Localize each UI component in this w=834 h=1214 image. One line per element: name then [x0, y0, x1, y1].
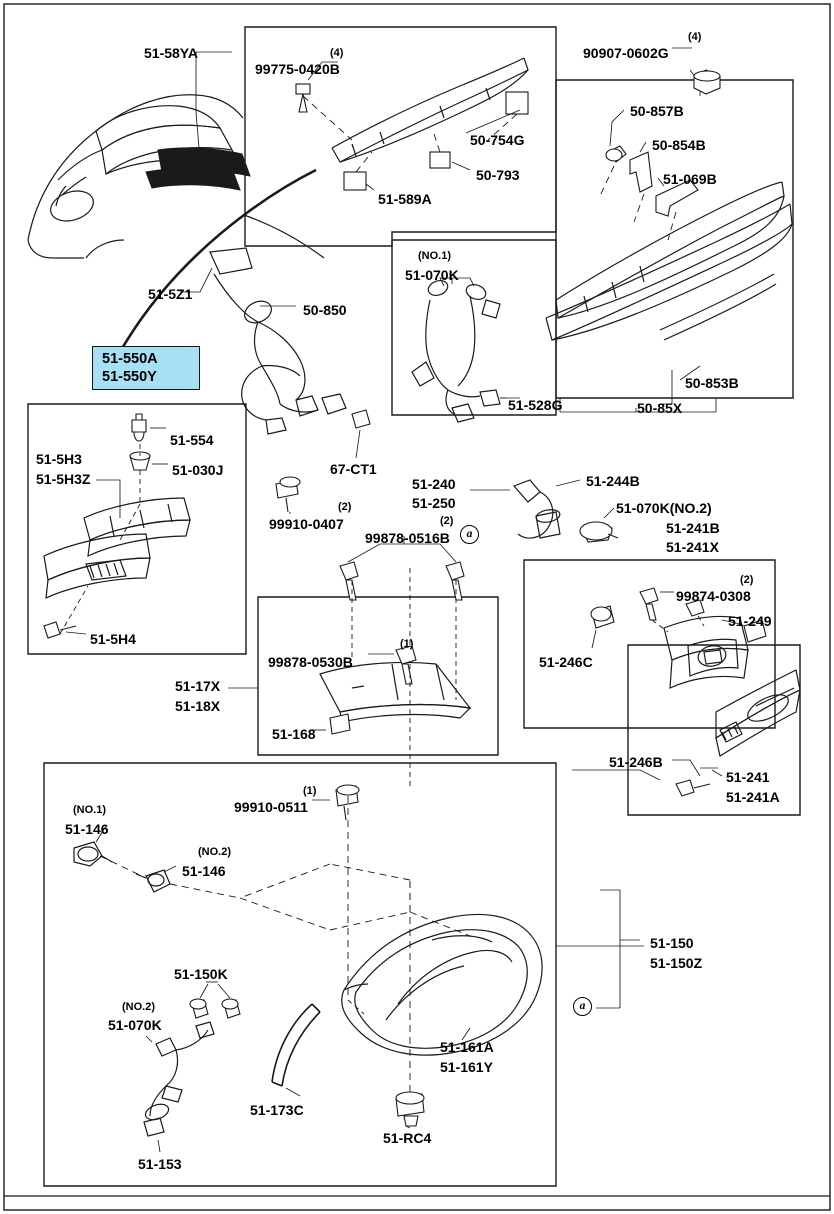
part-label-99878-0530b[interactable]: 99878-0530B	[268, 654, 353, 670]
callout-marker-a: a	[460, 525, 479, 544]
part-label-51-070k-no-2[interactable]: 51-070K(NO.2)	[616, 500, 712, 516]
part-label-99910-0511[interactable]: 99910-0511	[234, 799, 308, 815]
part-label-51-030j[interactable]: 51-030J	[172, 462, 224, 478]
part-label-50-853b[interactable]: 50-853B	[685, 375, 739, 391]
part-label-51-161y[interactable]: 51-161Y	[440, 1059, 493, 1075]
part-label-no-1[interactable]: (NO.1)	[418, 250, 451, 262]
part-label-50-850[interactable]: 50-850	[303, 302, 347, 318]
part-label-51-249[interactable]: 51-249	[728, 613, 772, 629]
part-label-51-250[interactable]: 51-250	[412, 495, 456, 511]
part-label-51-168[interactable]: 51-168	[272, 726, 316, 742]
part-label-51-5z1[interactable]: 51-5Z1	[148, 286, 193, 302]
part-label-90907-0602g[interactable]: 90907-0602G	[583, 45, 669, 61]
part-label-51-069b[interactable]: 51-069B	[663, 171, 717, 187]
part-label-51-241b[interactable]: 51-241B	[666, 520, 720, 536]
part-label-1[interactable]: (1)	[303, 785, 317, 797]
part-label-51-241a[interactable]: 51-241A	[726, 789, 780, 805]
part-label-50-793[interactable]: 50-793	[476, 167, 520, 183]
part-label-51-070k[interactable]: 51-070K	[405, 267, 459, 283]
part-label-2[interactable]: (2)	[338, 501, 352, 513]
part-label-67-ct1[interactable]: 67-CT1	[330, 461, 377, 477]
part-label-51-150z[interactable]: 51-150Z	[650, 955, 703, 971]
part-label-4[interactable]: (4)	[330, 47, 344, 59]
part-label-51-153[interactable]: 51-153	[138, 1156, 182, 1172]
part-label-51-rc4[interactable]: 51-RC4	[383, 1130, 432, 1146]
part-label-51-241[interactable]: 51-241	[726, 769, 770, 785]
part-label-51-240[interactable]: 51-240	[412, 476, 456, 492]
part-label-51-554[interactable]: 51-554	[170, 432, 214, 448]
part-label-51-246b[interactable]: 51-246B	[609, 754, 663, 770]
part-label-2[interactable]: (2)	[740, 574, 754, 586]
part-label-51-5h3[interactable]: 51-5H3	[36, 451, 82, 467]
part-label-51-150[interactable]: 51-150	[650, 935, 694, 951]
part-label-51-528g[interactable]: 51-528G	[508, 397, 563, 413]
highlighted-part-51-550A[interactable]	[92, 346, 200, 390]
part-label-51-161a[interactable]: 51-161A	[440, 1039, 494, 1055]
part-label-99775-0420b[interactable]: 99775-0420B	[255, 61, 340, 77]
part-label-51-150k[interactable]: 51-150K	[174, 966, 228, 982]
part-label-50-754g[interactable]: 50-754G	[470, 132, 525, 148]
part-label-no-2[interactable]: (NO.2)	[122, 1001, 155, 1013]
part-label-99874-0308[interactable]: 99874-0308	[676, 588, 751, 604]
highlight-line-2: 51-550Y	[102, 369, 157, 385]
part-label-1[interactable]: (1)	[400, 638, 414, 650]
part-label-99878-0516b[interactable]: 99878-0516B	[365, 530, 450, 546]
highlight-line-1: 51-550A	[102, 351, 158, 367]
part-label-51-5h4[interactable]: 51-5H4	[90, 631, 136, 647]
part-label-4[interactable]: (4)	[688, 31, 702, 43]
part-label-51-244b[interactable]: 51-244B	[586, 473, 640, 489]
part-label-2[interactable]: (2)	[440, 515, 454, 527]
part-label-99910-0407[interactable]: 99910-0407	[269, 516, 344, 532]
part-label-51-241x[interactable]: 51-241X	[666, 539, 719, 555]
part-label-51-17x[interactable]: 51-17X	[175, 678, 221, 694]
part-label-51-58ya[interactable]: 51-58YA	[144, 45, 198, 61]
part-label-50-854b[interactable]: 50-854B	[652, 137, 706, 153]
part-label-51-18x[interactable]: 51-18X	[175, 698, 221, 714]
part-label-51-589a[interactable]: 51-589A	[378, 191, 432, 207]
part-label-no-2[interactable]: (NO.2)	[198, 846, 231, 858]
part-label-51-246c[interactable]: 51-246C	[539, 654, 593, 670]
part-label-50-857b[interactable]: 50-857B	[630, 103, 684, 119]
part-label-51-070k[interactable]: 51-070K	[108, 1017, 162, 1033]
part-label-51-146[interactable]: 51-146	[182, 863, 226, 879]
part-label-51-146[interactable]: 51-146	[65, 821, 109, 837]
part-label-50-85x[interactable]: 50-85X	[637, 400, 683, 416]
callout-marker-a: a	[573, 997, 592, 1016]
part-label-no-1[interactable]: (NO.1)	[73, 804, 106, 816]
part-label-51-173c[interactable]: 51-173C	[250, 1102, 304, 1118]
part-label-51-5h3z[interactable]: 51-5H3Z	[36, 471, 91, 487]
